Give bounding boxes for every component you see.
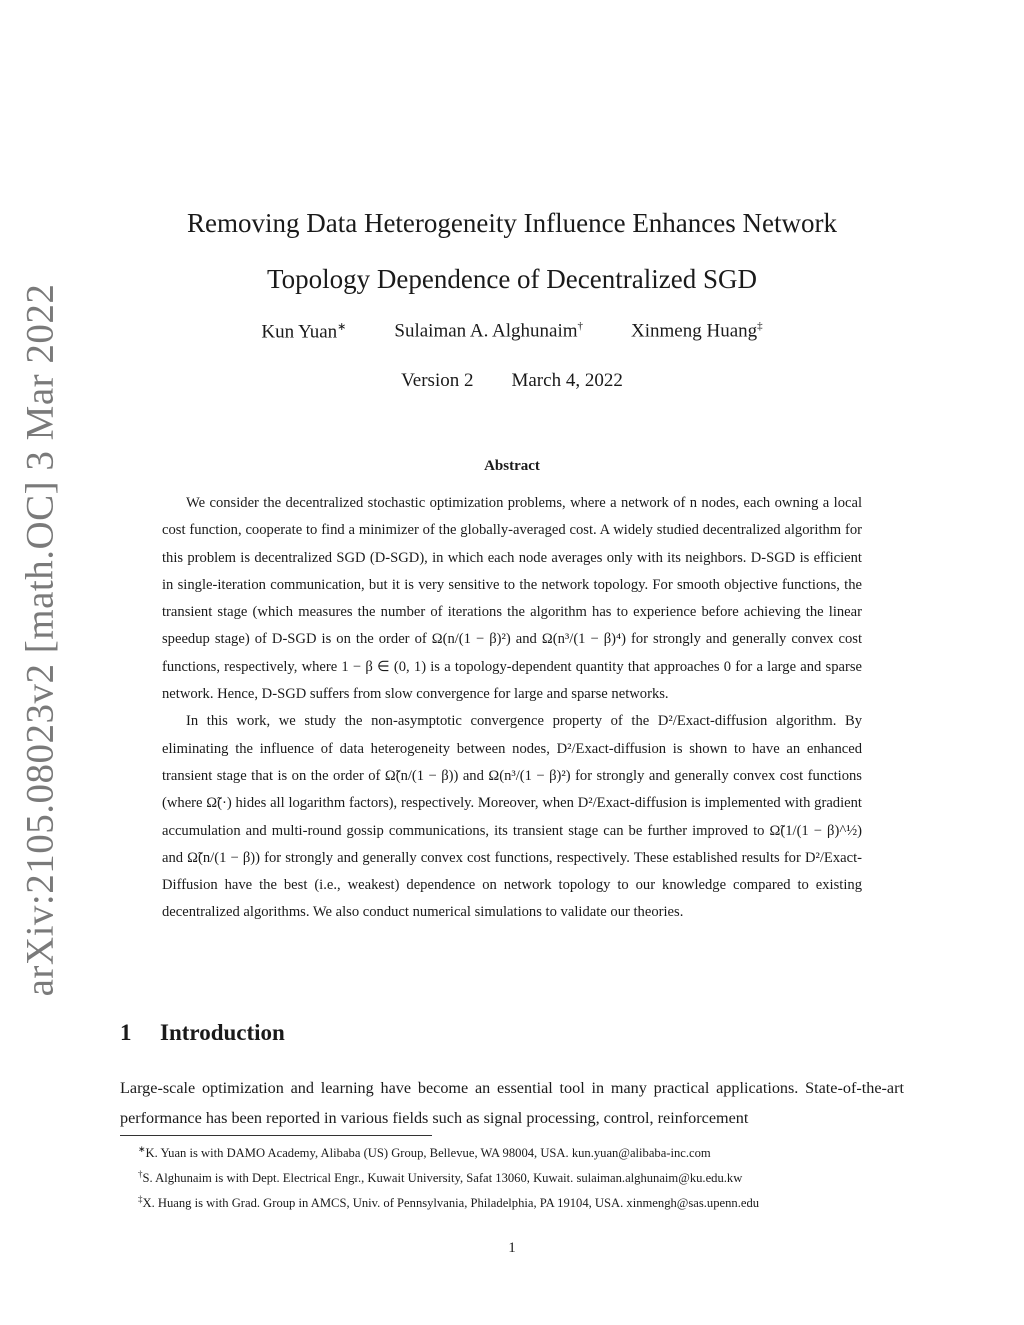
introduction-text — [120, 1073, 904, 1133]
section-heading-introduction — [120, 1020, 285, 1046]
footnote-3: ‡X. Huang is with Grad. Group in AMCS, Univ. of Pennsylvania, Philadelphia, PA 19104, USA. xinmengh@sas.upenn.edu — [138, 1194, 760, 1211]
version-date-line — [120, 370, 904, 392]
abstract-heading: Abstract — [484, 458, 540, 474]
author-1: Kun Yuan∗ — [261, 321, 347, 343]
abstract-paragraph-1: We consider the decentralized stochastic optimization problems, where a network of n nodes, each owning a local cost function, cooperate to find a minimizer of the globally-averaged cost. A widely studied decentralized algorithm for this problem is decentralized SGD (D-SGD), in which each node averages only with its neighbors. D-SGD is efficient in single-iteration communication, but it is very sensitive to the network topology. For smooth objective functions, the transient stage (which measures the number of iterations the algorithm has to experience before achieving the linear speedup stage) of D-SGD is on the order of Ω(n/(1 − β)²) and Ω(n³/(1 − β)⁴) for strongly and generally convex cost functions, respectively, where 1 − β ∈ (0, 1) is a topology-dependent quantity that approaches 0 for a large and sparse network. Hence, D-SGD suffers from slow convergence for large and sparse networks. — [162, 495, 862, 703]
footnotes — [120, 1139, 910, 1215]
abstract-body — [162, 490, 862, 927]
footnote-2: †S. Alghunaim is with Dept. Electrical Engr., Kuwait University, Safat 13060, Kuwait. sulaiman.alghunaim@ku.edu.kw — [138, 1169, 743, 1186]
footnote-1: ∗K. Yuan is with DAMO Academy, Alibaba (US) Group, Bellevue, WA 98004, USA. kun.yuan@alibaba-inc.com — [138, 1144, 711, 1161]
date-label: March 4, 2022 — [511, 370, 623, 391]
title-line-1: Removing Data Heterogeneity Influence Enhances Network — [186, 208, 837, 238]
footnote-separator — [120, 1135, 432, 1136]
section-title: Introduction — [160, 1020, 285, 1045]
author-3: Xinmeng Huang‡ — [631, 320, 763, 342]
section-number: 1 — [120, 1020, 132, 1045]
paper-title — [120, 195, 904, 307]
arxiv-identifier-stamp: arXiv:2105.08023v2 [math.OC] 3 Mar 2022 — [18, 283, 62, 997]
page-number: 1 — [508, 1240, 516, 1256]
introduction-paragraph: Large-scale optimization and learning have become an essential tool in many practical applications. State-of-the-art performance has been reported in various fields such as signal processing, control, reinforcement — [120, 1079, 904, 1127]
abstract-paragraph-2: In this work, we study the non-asymptotic convergence property of the D²/Exact-diffusion algorithm. By eliminating the influence of data heterogeneity between nodes, D²/Exact-diffusion is shown to have an enhanced transient stage that is on the order of Ω̃(n/(1 − β)) and Ω(n³/(1 − β)²) for strongly and generally convex cost functions (where Ω̃(·) hides all logarithm factors), respectively. Moreover, when D²/Exact-diffusion is implemented with gradient accumulation and multi-round gossip communications, its transient stage can be further improved to Ω̃(1/(1 − β)^½) and Ω̃(n/(1 − β)) for strongly and generally convex cost functions, respectively. These established results for D²/Exact-Diffusion have the best (i.e., weakest) dependence on network topology to our knowledge compared to existing decentralized algorithms. We also conduct numerical simulations to validate our theories. — [162, 713, 862, 921]
title-line-2: Topology Dependence of Decentralized SGD — [267, 264, 757, 294]
author-list — [120, 320, 904, 343]
version-label: Version 2 — [401, 370, 474, 391]
author-2: Sulaiman A. Alghunaim† — [394, 320, 584, 342]
